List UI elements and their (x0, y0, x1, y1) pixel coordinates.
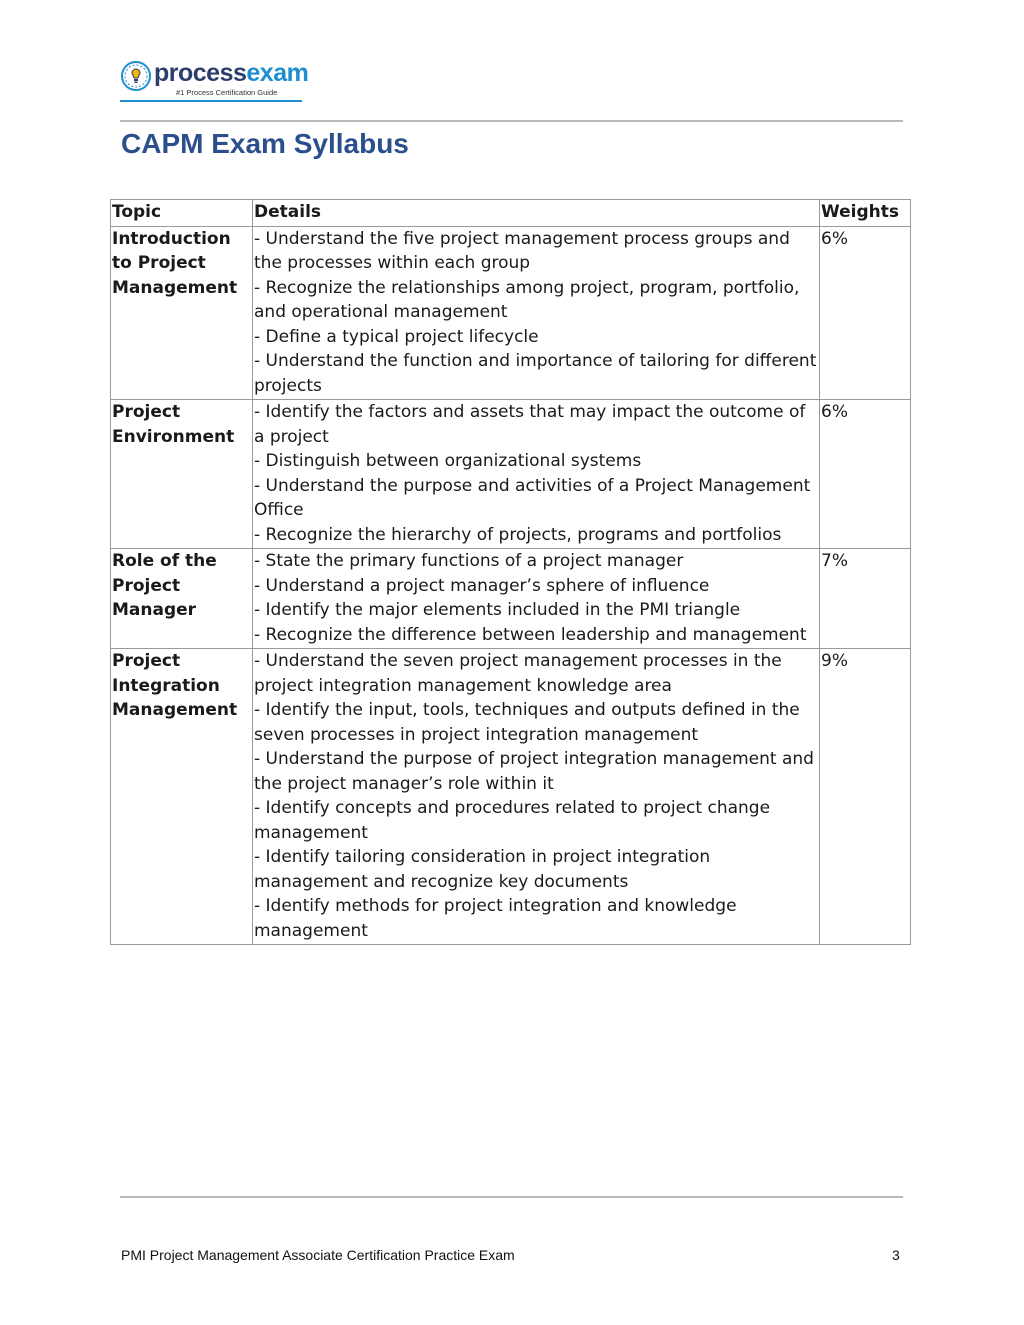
details-cell (253, 649, 820, 945)
logo-word-part1: process (154, 59, 247, 87)
details-cell (253, 226, 820, 400)
logo-underline (120, 100, 302, 102)
detail-item: - Identify tailoring consideration in project integration management and recognize key documents (254, 847, 711, 892)
page-number: 3 (892, 1247, 900, 1263)
topic-cell: Project Integration Management (111, 649, 253, 945)
header-divider (120, 120, 903, 122)
table-header-row (111, 200, 911, 227)
table-row (111, 649, 911, 945)
column-header-details: Details (253, 200, 820, 227)
processexam-logo (120, 58, 310, 104)
logo-word-part2: exam (246, 59, 309, 87)
detail-item: - Identify the major elements included in the PMI triangle (254, 600, 741, 620)
detail-item: - Identify the factors and assets that may impact the outcome of a project (254, 402, 806, 447)
detail-item: - Understand the five project management process groups and the processes within each group (254, 228, 790, 273)
topic-cell: Role of the Project Manager (111, 549, 253, 649)
details-cell (253, 549, 820, 649)
detail-item: - Understand the purpose and activities of a Project Management Office (254, 475, 811, 520)
detail-item: - Identify the input, tools, techniques and outputs defined in the seven processes in project integration management (254, 700, 800, 745)
detail-item: - Understand the purpose of project integration management and the project manager’s role within it (254, 749, 814, 794)
detail-item: - Understand the seven project management processes in the project integration management knowledge area (254, 651, 782, 696)
logo-tagline: #1 Process Certification Guide (176, 88, 278, 97)
table-row (111, 400, 911, 549)
detail-item: - Identify concepts and procedures related to project change management (254, 798, 771, 843)
detail-item: - Recognize the hierarchy of projects, programs and portfolios (254, 524, 782, 545)
weight-cell: 7% (820, 549, 911, 649)
detail-item: - Identify methods for project integration and knowledge management (254, 896, 737, 941)
weight-cell: 6% (820, 400, 911, 549)
syllabus-table (110, 199, 911, 945)
page-title: CAPM Exam Syllabus (121, 128, 409, 159)
detail-item: - State the primary functions of a project manager (254, 551, 684, 571)
table-row (111, 549, 911, 649)
detail-item: - Recognize the relationships among project, program, portfolio, and operational management (254, 277, 800, 322)
topic-cell: Introduction to Project Management (111, 226, 253, 400)
topic-cell: Project Environment (111, 400, 253, 549)
detail-item: - Understand the function and importance of tailoring for different projects (254, 351, 817, 396)
weight-cell: 6% (820, 226, 911, 400)
detail-item: - Define a typical project lifecycle (254, 326, 539, 347)
detail-item: - Understand a project manager’s sphere of influence (254, 575, 710, 596)
detail-item: - Recognize the difference between leadership and management (254, 624, 807, 645)
details-cell (253, 400, 820, 549)
table-row (111, 226, 911, 400)
logo-wordmark (154, 58, 308, 88)
footer-divider (120, 1196, 903, 1198)
weight-cell: 9% (820, 649, 911, 945)
column-header-topic: Topic (111, 200, 253, 227)
column-header-weights: Weights (820, 200, 911, 227)
footer-text: PMI Project Management Associate Certification Practice Exam (121, 1247, 515, 1263)
lightbulb-gear-icon (120, 60, 152, 92)
detail-item: - Distinguish between organizational systems (254, 451, 642, 471)
